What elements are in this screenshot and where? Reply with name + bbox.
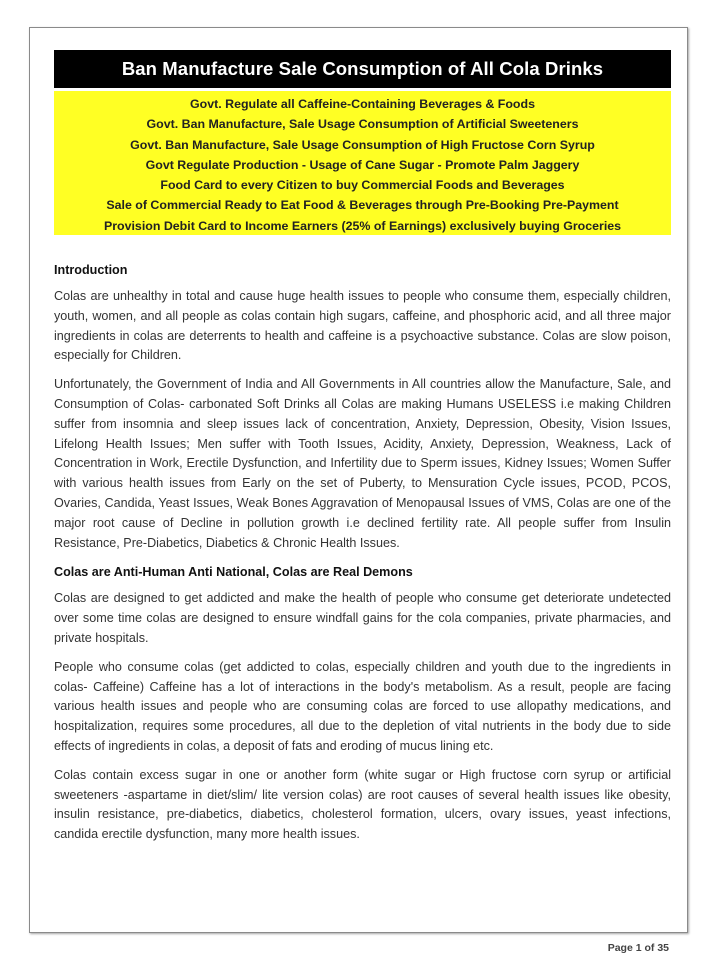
banner-line: Govt. Ban Manufacture, Sale Usage Consumption of High Fructose Corn Syrup: [130, 137, 595, 152]
paragraph: Colas contain excess sugar in one or another form (white sugar or High fructose corn syrup or artificial sweeteners -aspartame in diet/slim/ lite version colas) are root causes of several health issues like obesity, insulin resistance, pre-diabetics, diabetics, cholesterol formation, ulcers, ovary issues, yeast infections, candida erectile dysfunction, many more health issues.: [54, 767, 671, 842]
page-number: Page 1 of 35: [607, 942, 669, 954]
paragraph: Unfortunately, the Government of India and All Governments in All countries allow the Manufacture, Sale, and Consumption of Colas- carbonated Soft Drinks all Colas are making Humans USELESS i.e making Children suffer from insomnia and sleep issues lack of concentration, Anxiety, Depression, Obesity, Vision Issues, Lifelong Health Issues; Men suffer with Tooth Issues, Acidity, Anxiety, Depression, Weakness, Lack of Concentration in Work, Erectile Dysfunction, and Infertility due to Sperm issues, Kidney Issues; Women Suffer with various health issues from Early on the set of Puberty, to Mensuration Cycle issues, PCOD, PCOS, Ovaries, Candida, Yeast Issues, Weak Bones Aggravation of Menopausal Issues of VMS, Colas are one of the major root cause of Decline in pollution growth i.e declined fertility rate. All people suffer from Insulin Resistance, Pre-Diabetics, Diabetics & Chronic Health Issues.: [54, 377, 671, 550]
highlight-banner: [54, 91, 671, 235]
banner-line: Food Card to every Citizen to buy Commercial Foods and Beverages: [160, 178, 565, 193]
document-page: [29, 27, 688, 954]
paragraph: People who consume colas (get addicted to colas, especially children and youth due to the ingredients in colas- Caffeine) Caffeine has a lot of interactions in the body's metabolism. As a result, people are facing various health issues and people who are consuming colas are forced to use allopathy medications, and hospitalization, requires some procedures, all due to the depletion of vital nutrients in the body due to side effects of ingredients in colas, a deposit of fats and eroding of mucus lining etc.: [54, 659, 671, 753]
banner-line: Provision Debit Card to Income Earners (25% of Earnings) exclusively buying Groceries: [103, 218, 622, 233]
paragraph: Colas are designed to get addicted and make the health of people who consume get deteriorate undetected over some time colas are designed to ensure windfall gains for the cola companies, private pharmacies, and private hospitals.: [54, 591, 671, 645]
paragraph: Colas are unhealthy in total and cause huge health issues to people who consume them, especially children, youth, women, and all people as colas contain high sugars, caffeine, and phosphoric acid, and all three major ingredients in colas are deterrents to health and caffeine is a psychoactive substance. Colas are slow poison, especially for Children.: [54, 289, 671, 363]
section-heading-introduction: Introduction: [54, 263, 128, 277]
banner-line: Govt Regulate Production - Usage of Cane Sugar - Promote Palm Jaggery: [145, 157, 580, 172]
document-title: Ban Manufacture Sale Consumption of All Cola Drinks: [54, 50, 671, 88]
section-heading-anti-human: Colas are Anti-Human Anti National, Colas are Real Demons: [54, 565, 413, 580]
banner-line: Sale of Commercial Ready to Eat Food & Beverages through Pre-Booking Pre-Payment: [106, 198, 619, 213]
banner-line: Govt. Ban Manufacture, Sale Usage Consumption of Artificial Sweeteners: [146, 117, 579, 132]
banner-line: Govt. Regulate all Caffeine-Containing Beverages & Foods: [190, 97, 535, 111]
document-body: [54, 260, 671, 854]
